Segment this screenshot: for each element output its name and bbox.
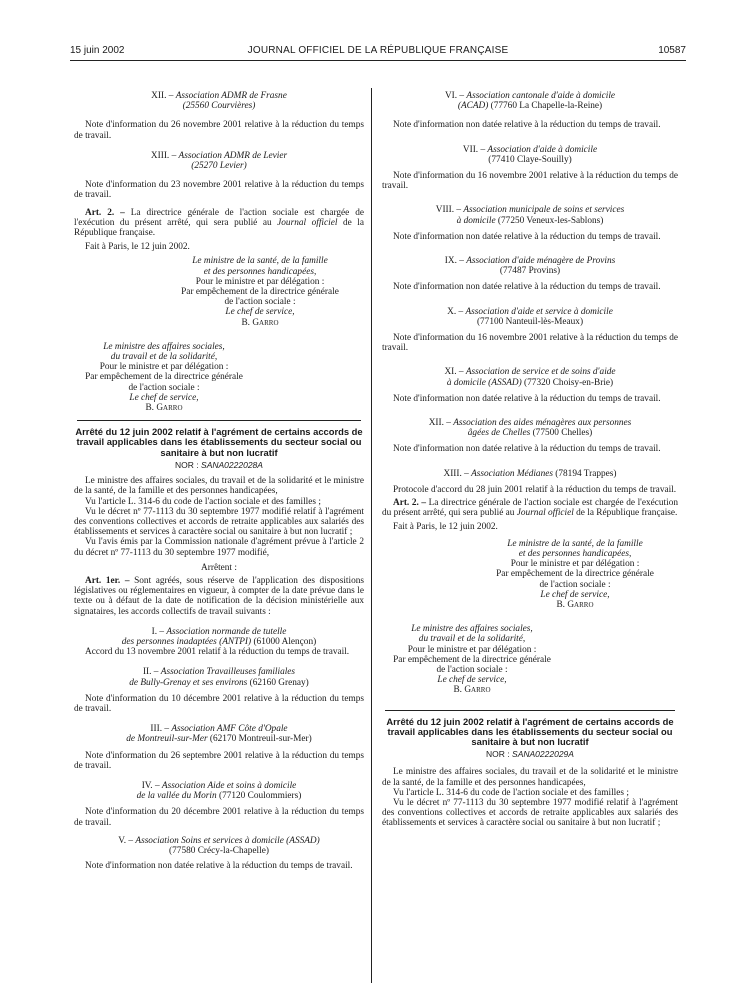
- preamble-text: Le ministre des affaires sociales, du travail et de la solidarité et le ministre de la santé, de la famille et des personnes handicapées,: [74, 476, 364, 497]
- entry-heading: XII. – Association ADMR de Frasne (25560 Courvières): [151, 91, 287, 112]
- entry-note: Accord du 13 novembre 2001 relatif à la réduction du temps de travail.: [85, 647, 350, 658]
- preamble-text: Vu l'article L. 314-6 du code de l'action sociale et des familles ;: [85, 496, 321, 507]
- entry-note: Note d'information du 26 novembre 2001 relative à la réduction du temps de travail.: [74, 120, 364, 141]
- left-column: [74, 91, 364, 871]
- entry-note: Note d'information non datée relative à la réduction du temps de travail.: [393, 231, 661, 242]
- fait-a-paris: Fait à Paris, le 12 juin 2002.: [393, 522, 498, 533]
- journal-title: JOURNAL OFFICIEL DE LA RÉPUBLIQUE FRANÇAISE: [247, 45, 509, 56]
- section-separator: [77, 420, 361, 421]
- preamble-text: Vu le décret nº 77-1113 du 30 septembre 1977 modifié relatif à l'agrément des conventions collectives et accords de retraite applicables aux salariés des établissements et services à caractère social ou sanitaire à but non lucratif ;: [74, 506, 364, 538]
- entry-note: Note d'information du 23 novembre 2001 relative à la réduction du temps de travail.: [74, 180, 364, 201]
- preamble-text: Vu l'article L. 314-6 du code de l'action sociale et des familles ;: [393, 787, 629, 798]
- entry-note: Protocole d'accord du 28 juin 2001 relatif à la réduction du temps de travail.: [393, 484, 677, 495]
- entry-note: Note d'information non datée relative à la réduction du temps de travail.: [393, 120, 661, 131]
- entry-heading: VI. – Association cantonale d'aide à domicile (ACAD) (77760 La Chapelle-la-Reine): [444, 91, 616, 112]
- fait-a-paris: Fait à Paris, le 12 juin 2002.: [85, 242, 190, 253]
- article-2: Art. 2. – La directrice générale de l'action sociale est chargée de l'exécution du présent arrêté, qui sera publié au Journal officiel de la République française.: [382, 498, 678, 519]
- entry-note: Note d'information non datée relative à la réduction du temps de travail.: [85, 861, 353, 872]
- header-rule: [70, 60, 686, 61]
- entry-note: Note d'information non datée relative à la réduction du temps de travail.: [393, 393, 661, 404]
- arrete-title: Arrêté du 12 juin 2002 relatif à l'agrément de certains accords de travail applicables dans les établissements du secteur social ou sanitaire à but non lucratif: [386, 715, 674, 747]
- signature-block: Le ministre des affaires sociales, du travail et de la solidarité, Pour le ministre et par délégation : Par empêchement de la directrice générale de l'action sociale : Le chef de service, B. Garro: [393, 624, 551, 696]
- preamble-text: Vu le décret nº 77-1113 du 30 septembre 1977 modifié relatif à l'agrément des conventions collectives et accords de retraite applicables aux salariés des établissements et services à caractère social ou sanitaire à but non lucratif ;: [382, 797, 678, 829]
- entry-heading: XIII. – Association Médianes (78194 Trappes): [443, 468, 617, 479]
- entry-note: Note d'information du 16 novembre 2001 relative à la réduction du temps de travail.: [382, 171, 678, 192]
- article-1: Art. 1er. – Sont agréés, sous réserve de l'application des dispositions législatives ou réglementaires en vigueur, à compter de la date prévue dans le texte ou à défaut de la date de notification de la décision ministérielle aux signataires, les accords collectifs de travail suivants :: [74, 575, 364, 617]
- entry-heading: V. – Association Soins et services à domicile (ASSAD) (77580 Crécy-la-Chapelle): [118, 835, 320, 856]
- signature-block: Le ministre de la santé, de la famille et des personnes handicapées, Pour le ministre et par délégation : Par empêchement de la directrice générale de l'action sociale : Le chef de service, B. Garro: [181, 256, 339, 328]
- entry-note: Note d'information du 10 décembre 2001 relative à la réduction du temps de travail.: [74, 693, 364, 714]
- arrete-title: Arrêté du 12 juin 2002 relatif à l'agrément de certains accords de travail applicables dans les établissements du secteur social ou sanitaire à but non lucratif: [75, 426, 363, 458]
- entry-heading: XI. – Association de service et de soins d'aide à domicile (ASSAD) (77320 Choisy-en-Brie): [444, 367, 616, 388]
- arretent: Arrêtent :: [201, 562, 237, 573]
- header-date: 15 juin 2002: [70, 45, 125, 56]
- nor-reference: NOR : SANA0222028A: [175, 459, 263, 470]
- entry-heading: I. – Association normande de tutelle des personnes inadaptées (ANTPI) (61000 Alençon): [121, 626, 317, 647]
- entry-heading: XII. – Association des aides ménagères aux personnes âgées de Chelles (77500 Chelles): [428, 418, 632, 439]
- entry-heading: III. – Association AMF Côte d'Opale de Montreuil-sur-Mer (62170 Montreuil-sur-Mer): [126, 724, 312, 745]
- entry-heading: XIII. – Association ADMR de Levier (25270 Levier): [150, 150, 288, 172]
- page-number: 10587: [658, 45, 686, 56]
- section-separator: [385, 710, 675, 711]
- entry-note: Note d'information du 26 septembre 2001 relative à la réduction du temps de travail.: [74, 750, 364, 771]
- entry-heading: II. – Association Travailleuses familiales de Bully-Grenay et ses environs (62160 Grenay): [129, 667, 309, 688]
- signature-block: Le ministre de la santé, de la famille et des personnes handicapées, Pour le ministre et par délégation : Par empêchement de la directrice générale de l'action sociale : Le chef de service, B. Garro: [496, 538, 654, 610]
- nor-reference: NOR : SANA0222029A: [486, 749, 574, 760]
- preamble-text: Le ministre des affaires sociales, du travail et de la solidarité et le ministre de la santé, de la famille et des personnes handicapées,: [382, 767, 678, 788]
- entry-heading: VII. – Association d'aide à domicile (77410 Claye-Souilly): [462, 144, 598, 165]
- entry-note: Note d'information du 20 décembre 2001 relative à la réduction du temps de travail.: [74, 807, 364, 828]
- entry-heading: IX. – Association d'aide ménagère de Provins (77487 Provins): [444, 256, 616, 277]
- right-column: [382, 91, 678, 829]
- entry-note: Note d'information non datée relative à la réduction du temps de travail.: [393, 282, 661, 293]
- page-header: [70, 45, 686, 59]
- entry-heading: X. – Association d'aide et service à domicile (77100 Nanteuil-lès-Meaux): [447, 306, 613, 327]
- article-2: Art. 2. – La directrice générale de l'action sociale est chargée de l'exécution du présent arrêté, qui sera publié au Journal officiel de la République française.: [74, 207, 364, 239]
- preamble-text: Vu l'avis émis par la Commission nationale d'agrément prévue à l'article 2 du décret nº 77-1113 du 30 septembre 1977 modifié,: [74, 537, 364, 558]
- column-divider: [371, 88, 372, 983]
- entry-heading: IV. – Association Aide et soins à domicile de la vallée du Morin (77120 Coulommiers): [136, 780, 302, 802]
- signature-block: Le ministre des affaires sociales, du travail et de la solidarité, Pour le ministre et par délégation : Par empêchement de la directrice générale de l'action sociale : Le chef de service, B. Garro: [85, 341, 243, 414]
- entry-heading: VIII. – Association municipale de soins et services à domicile (77250 Veneux-les-Sablons): [435, 205, 625, 226]
- entry-note: Note d'information du 16 novembre 2001 relative à la réduction du temps de travail.: [382, 333, 678, 354]
- entry-note: Note d'information non datée relative à la réduction du temps de travail.: [393, 444, 661, 455]
